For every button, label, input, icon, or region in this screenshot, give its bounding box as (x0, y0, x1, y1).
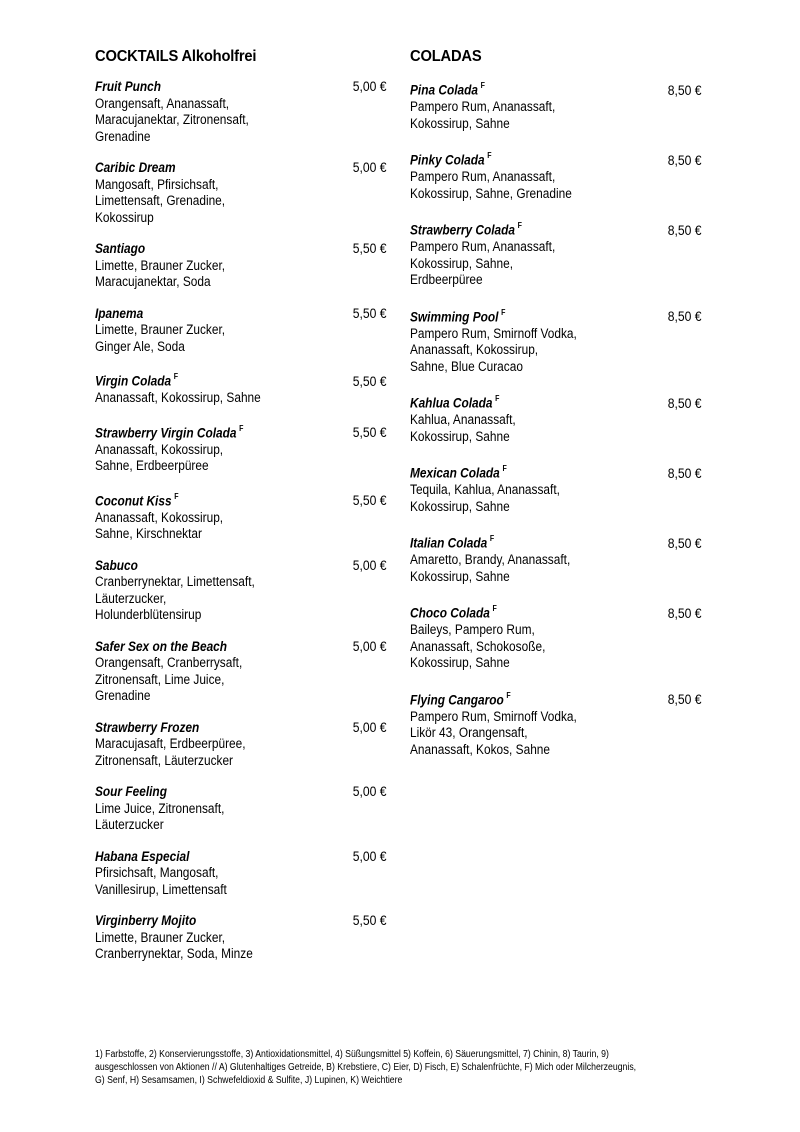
menu-item-header (95, 490, 387, 510)
menu-item (410, 219, 702, 289)
menu-item-header (410, 79, 702, 99)
menu-item (95, 639, 387, 705)
menu-item (95, 913, 387, 963)
menu-item (95, 784, 387, 834)
section-heading: COCKTAILS Alkoholfrei (95, 48, 257, 65)
menu-item-ingredients: Mangosaft, Pfirsichsaft, Limettensaft, Grenadine, Kokossirup (95, 176, 226, 225)
menu-item-header (410, 149, 702, 169)
menu-item-price: 8,50 € (668, 152, 702, 168)
menu-item-name: Italian Colada $^F$ (410, 534, 495, 551)
allergen-marker: F (517, 221, 522, 230)
menu-item (95, 558, 387, 624)
menu-item-price: 5,00 € (353, 638, 387, 654)
menu-item-ingredients: Pampero Rum, Smirnoff Vodka, Ananassaft, Kokossirup, Sahne, Blue Curacao (410, 325, 577, 374)
menu-item-header (95, 79, 387, 96)
menu-item-name: Ipanema (95, 305, 144, 321)
menu-item-header (95, 849, 387, 866)
menu-item-header (95, 370, 387, 390)
menu-item-price: 8,50 € (668, 465, 702, 481)
menu-item-header (95, 306, 387, 323)
menu-item (95, 79, 387, 145)
menu-item-price: 5,50 € (353, 373, 387, 389)
menu-item-ingredients: Ananassaft, Kokossirup, Sahne, Erdbeerpüree (95, 441, 224, 473)
allergen-marker: F (487, 151, 492, 160)
menu-item (410, 462, 702, 515)
menu-item-price: 8,50 € (668, 535, 702, 551)
menu-item (95, 849, 387, 899)
menu-item-header (95, 422, 387, 442)
menu-item-header (95, 558, 387, 575)
menu-item-ingredients: Amaretto, Brandy, Ananassaft, Kokossirup, Sahne (410, 552, 571, 584)
menu-item-price: 5,00 € (353, 784, 387, 799)
menu-item (410, 602, 702, 672)
menu-list (410, 79, 702, 758)
menu-item-price: 5,50 € (353, 425, 387, 440)
menu-item-name: Coconut Kiss $^F$ (95, 491, 179, 508)
menu-item-header (95, 160, 387, 177)
menu-item-name: Sabuco (95, 557, 138, 573)
menu-item-ingredients: Limette, Brauner Zucker, Ginger Ale, Soda (95, 322, 226, 354)
menu-item-price: 5,00 € (353, 160, 387, 175)
menu-item-ingredients: Baileys, Pampero Rum, Ananassaft, Schokosoße, Kokossirup, Sahne (410, 622, 546, 670)
menu-item-ingredients: Pampero Rum, Ananassaft, Kokossirup, Sahne, Grenadine (410, 169, 572, 201)
menu-item-ingredients: Limette, Brauner Zucker, Cranberrynektar, Soda, Minze (95, 929, 253, 961)
menu-item-name: Santiago (95, 241, 146, 256)
menu-item-ingredients: Ananassaft, Kokossirup, Sahne, Kirschnektar (95, 509, 224, 541)
menu-item (95, 490, 387, 543)
footnote-line: G) Senf, H) Sesamsamen, I) Schwefeldioxid & Sulfite, J) Lupinen, K) Weichtiere (95, 1075, 403, 1086)
menu-item-name: Kahlua Colada $^F$ (410, 394, 500, 411)
menu-item-ingredients: Maracujasaft, Erdbeerpüree, Zitronensaft, Läuterzucker (95, 736, 246, 768)
menu-item-name: Virgin Colada $^F$ (95, 372, 179, 389)
menu-item-name: Mexican Colada $^F$ (410, 464, 507, 481)
menu-item-price: 5,00 € (353, 79, 387, 94)
menu-item (410, 689, 702, 759)
section-heading: COLADAS (410, 48, 482, 65)
menu-item-price: 5,50 € (353, 305, 387, 321)
menu-item-ingredients: Pampero Rum, Ananassaft, Kokossirup, Sahne, Erdbeerpüree (410, 239, 556, 287)
menu-item-name: Strawberry Frozen (95, 719, 200, 735)
menu-item-header (410, 306, 702, 326)
footnote-line: 1) Farbstoffe, 2) Konservierungsstoffe, 3) Antioxidationsmittel, 4) Süßungsmittel 5) Koffein, 6) Säuerungsmittel, 7) Chinin, 8) Taurin, 9) (95, 1049, 609, 1060)
allergen-marker: F (502, 464, 507, 473)
menu-item (95, 720, 387, 770)
menu-item-ingredients: Ananassaft, Kokossirup, Sahne (95, 390, 261, 405)
menu-item-name: Choco Colada $^F$ (410, 604, 497, 621)
menu-list (95, 79, 387, 963)
menu-item-name: Swimming Pool $^F$ (410, 307, 506, 324)
menu-item-header (95, 913, 387, 930)
menu-item-name: Strawberry Colada $^F$ (410, 221, 522, 238)
menu-item-ingredients: Pfirsichsaft, Mangosaft, Vanillesirup, Limettensaft (95, 865, 227, 897)
menu-item-price: 5,00 € (353, 848, 387, 864)
menu-item-ingredients: Pampero Rum, Ananassaft, Kokossirup, Sahne (410, 99, 556, 131)
menu-item-header (410, 602, 702, 622)
menu-item-price: 8,50 € (668, 692, 702, 707)
menu-item-price: 8,50 € (668, 395, 702, 411)
menu-item-ingredients: Orangensaft, Ananassaft, Maracujanektar, Zitronensaft, Grenadine (95, 95, 249, 144)
menu-item-header (95, 784, 387, 801)
allergen-marker: F (506, 690, 511, 700)
menu-item-price: 5,50 € (353, 913, 387, 928)
menu-item-price: 5,50 € (353, 241, 387, 256)
menu-item (95, 160, 387, 226)
menu-item-ingredients: Cranberrynektar, Limettensaft, Läuterzucker, Holunderblütensirup (95, 574, 255, 622)
menu-item-price: 8,50 € (668, 605, 702, 621)
allergen-marker: F (489, 534, 495, 543)
menu-item-header (410, 689, 702, 709)
menu-item-header (410, 392, 702, 412)
menu-item (95, 241, 387, 291)
menu-item-ingredients: Lime Juice, Zitronensaft, Läuterzucker (95, 800, 225, 832)
menu-item (410, 392, 702, 445)
allergen-marker: F (173, 372, 179, 381)
menu-item-ingredients: Kahlua, Ananassaft, Kokossirup, Sahne (410, 412, 516, 444)
allergen-marker: F (501, 307, 506, 317)
menu-item (410, 532, 702, 585)
allergen-marker: F (492, 604, 497, 613)
allergen-marker: F (480, 81, 485, 90)
allergen-marker: F (239, 423, 244, 433)
allergen-marker: F (495, 394, 500, 403)
coladas-section (410, 47, 702, 758)
menu-item-price: 5,00 € (353, 557, 387, 573)
menu-item-header (410, 219, 702, 239)
menu-item-header (95, 720, 387, 737)
footnote-line: ausgeschlossen von Aktionen // A) Glutenhaltiges Getreide, B) Krebstiere, C) Eier, D) Fisch, E) Schalenfrüchte, F) Mich oder Milcherzeugnis, (95, 1062, 637, 1073)
allergen-marker: F (174, 491, 179, 501)
menu-item (95, 422, 387, 475)
menu-item (95, 306, 387, 356)
menu-item-price: 8,50 € (668, 309, 702, 324)
menu-item (410, 149, 702, 202)
menu-item-price: 8,50 € (668, 82, 702, 98)
menu-item-ingredients: Pampero Rum, Smirnoff Vodka, Likör 43, Orangensaft, Ananassaft, Kokos, Sahne (410, 708, 577, 757)
menu-item-header (410, 532, 702, 552)
menu-item-name: Fruit Punch (95, 79, 161, 94)
menu-item-header (95, 639, 387, 656)
menu-item-name: Sour Feeling (95, 784, 167, 799)
menu-item-name: Strawberry Virgin Colada $^F$ (95, 423, 244, 440)
menu-item-name: Flying Cangaroo $^F$ (410, 690, 511, 707)
cocktails-alkoholfrei-section (95, 47, 387, 963)
menu-item-price: 5,00 € (353, 719, 387, 735)
menu-item-name: Pina Colada $^F$ (410, 81, 485, 98)
menu-item-name: Caribic Dream (95, 160, 176, 175)
menu-item-ingredients: Orangensaft, Cranberrysaft, Zitronensaft, Lime Juice, Grenadine (95, 655, 243, 703)
menu-item-name: Safer Sex on the Beach (95, 638, 228, 654)
menu-item (410, 79, 702, 132)
menu-item (410, 306, 702, 376)
menu-item-price: 8,50 € (668, 222, 702, 238)
menu-item-ingredients: Tequila, Kahlua, Ananassaft, Kokossirup, Sahne (410, 482, 560, 514)
menu-item-name: Virginberry Mojito (95, 913, 197, 928)
menu-item-header (410, 462, 702, 482)
menu-item-name: Habana Especial (95, 848, 190, 864)
menu-item-header (95, 241, 387, 258)
menu-item-ingredients: Limette, Brauner Zucker, Maracujanektar, Soda (95, 257, 226, 289)
allergen-footnote (95, 1048, 652, 1087)
menu-item (95, 370, 387, 407)
menu-item-price: 5,50 € (353, 493, 387, 508)
menu-item-name: Pinky Colada $^F$ (410, 151, 492, 168)
